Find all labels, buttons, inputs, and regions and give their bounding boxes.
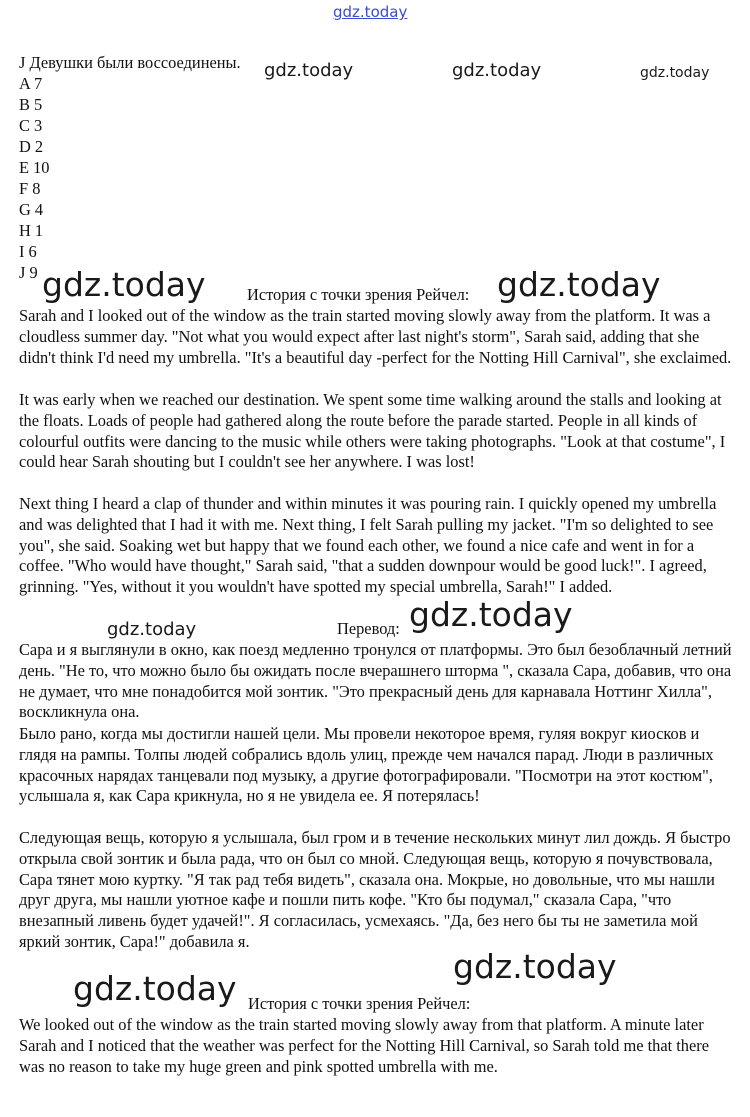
watermark: gdz.today [264, 60, 354, 81]
translation-paragraph: Следующая вещь, которую я услышала, был гром и в течение нескольких минут лил дождь. Я быстро открыла свой зонтик и была рада, что он был со мной. Следующая вещь, которую я почувствовала, Сара тянет мою куртку. "Я так рад тебя видеть", сказала она. Мокрые, но довольные, что мы нашли друг друга, мы нашли уютное кафе и пошли пить кофе. "Кто бы подумал," сказала Сара, "что внезапный ливень будет удачей!". Я согласилась, усмехаясь. "Да, без него бы ты не заметила мой яркий зонтик, Сара!" добавила я. [19, 828, 731, 951]
watermark: gdz.today [409, 595, 573, 634]
answer-item: I 6 [19, 242, 37, 261]
watermark: gdz.today [640, 65, 710, 81]
watermark: gdz.today [42, 265, 206, 304]
story-paragraph: It was early when we reached our destination. We spent some time walking around the stalls and looking at the floats. Loads of people had gathered along the route before the parade started. People in all kinds of colourful outfits were dancing to the music while others were taking photographs. "Look at that costume", I could hear Sarah shouting but I couldn't see her anywhere. I was lost! [19, 390, 726, 472]
watermark-top-link[interactable]: gdz.today [333, 3, 408, 21]
answer-item: F 8 [19, 179, 41, 198]
watermark: gdz.today [107, 619, 197, 640]
answer-item: C 3 [19, 116, 43, 135]
answer-heading: J Девушки были воссоединены. [19, 53, 241, 72]
translation-paragraph: Было рано, когда мы достигли нашей цели. Мы провели некоторое время, гуляя вокруг киосков и глядя на рампы. Толпы людей собрались вдоль улиц, прежде чем начался парад. Люди в различных красочных нарядах танцевали под музыку, а другие фотографировали. "Посмотри на этот костюм", услышала я, как Сара крикнула, но я не увидела ее. Я потерялась! [19, 724, 714, 806]
answer-item: A 7 [19, 74, 43, 93]
translation-paragraph: Сара и я выглянули в окно, как поезд медленно тронулся от платформы. Это был безоблачный летний день. "Не то, что можно было бы ожидать после вчерашнего шторма ", сказала Сара, добавив, что она не думает, что мне понадобится мой зонтик. "Это прекрасный день для карнавала Ноттинг Хилла", воскликнула она. [19, 640, 732, 722]
story-heading: История с точки зрения Рейчел: [247, 285, 470, 304]
answer-item: J 9 [19, 263, 38, 282]
answer-item: B 5 [19, 95, 43, 114]
watermark: gdz.today [452, 60, 542, 81]
watermark: gdz.today [453, 947, 617, 986]
watermark: gdz.today [73, 969, 237, 1008]
answer-item: D 2 [19, 137, 44, 156]
story-paragraph: We looked out of the window as the train started moving slowly away from that platform. A minute later Sarah and I noticed that the weather was perfect for the Notting Hill Carnival, so Sarah told me that there was no reason to take my huge green and pink spotted umbrella with me. [19, 1015, 709, 1076]
answer-item: G 4 [19, 200, 44, 219]
answer-item: H 1 [19, 221, 44, 240]
story-paragraph: Next thing I heard a clap of thunder and within minutes it was pouring rain. I quickly opened my umbrella and was delighted that I had it with me. Next thing, I felt Sarah pulling my jacket. "I'm so delighted to see you", she said. Soaking wet but happy that we found each other, we found a nice cafe and went in for a coffee. "Who would have thought," Sarah said, "that a sudden downpour would be good luck!". I agreed, grinning. "Yes, without it you wouldn't have spotted my special umbrella, Sarah!" I added. [19, 494, 717, 597]
story-heading: История с точки зрения Рейчел: [248, 994, 471, 1013]
translation-heading: Перевод: [337, 619, 400, 638]
watermark: gdz.today [497, 265, 661, 304]
answer-item: E 10 [19, 158, 50, 177]
story-paragraph: Sarah and I looked out of the window as the train started moving slowly away from the platform. It was a cloudless summer day. "Not what you would expect after last night's storm", Sarah said, adding that she didn't think I'd need my umbrella. "It's a beautiful day -perfect for the Notting Hill Carnival", she exclaimed. [19, 306, 732, 367]
